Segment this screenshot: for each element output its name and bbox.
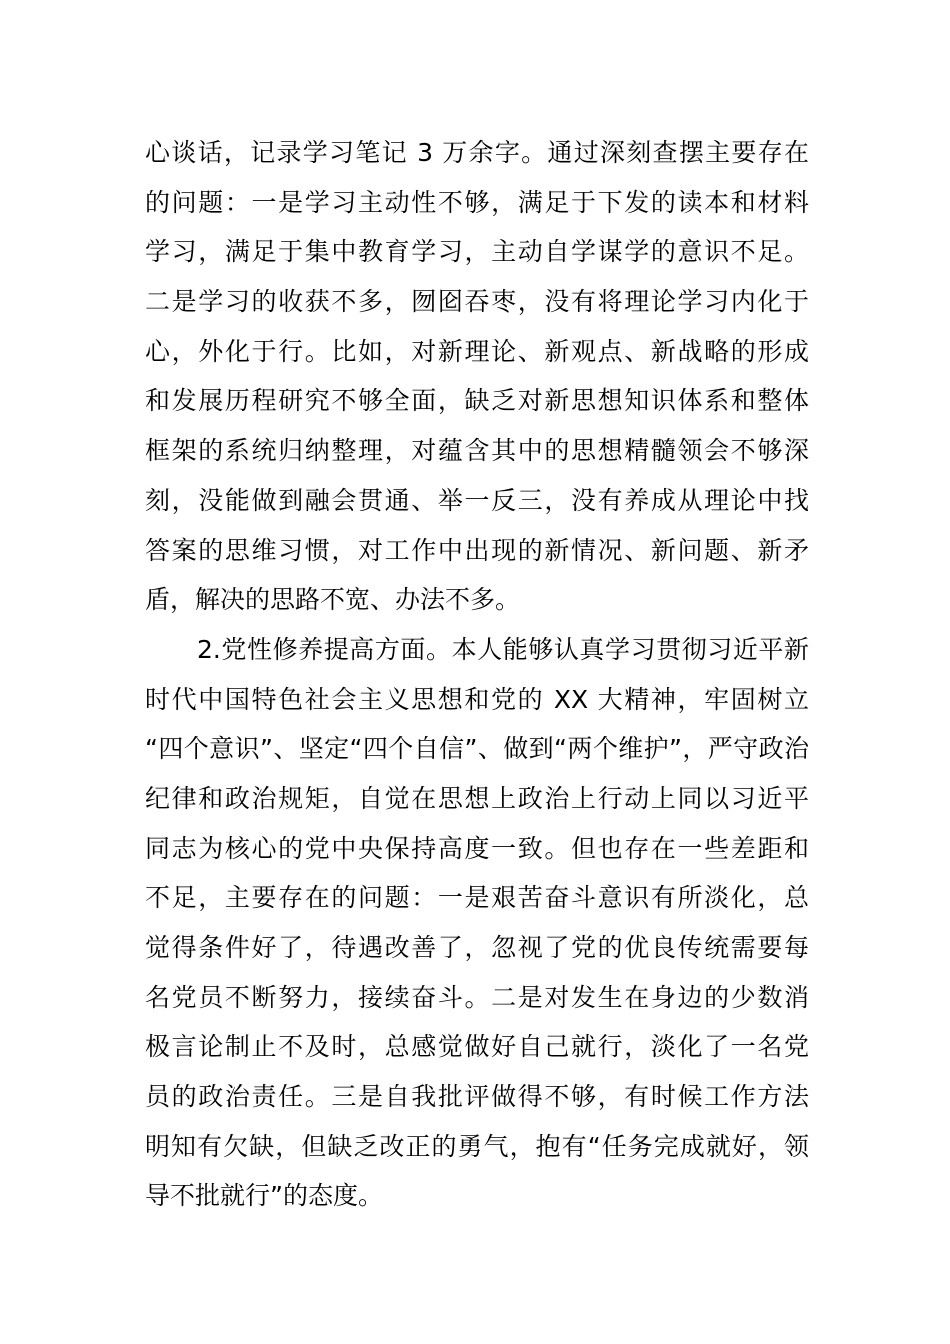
paragraph-party-spirit xyxy=(145,625,809,1221)
text-line: 答案的思维习惯，对工作中出现的新情况、新问题、新矛 xyxy=(145,535,809,565)
text-line: 员的政治责任。三是自我批评做得不够，有时候工作方法 xyxy=(145,1082,809,1112)
paragraph-study-issues xyxy=(145,128,809,625)
text-line: 的问题：一是学习主动性不够，满足于下发的读本和材料 xyxy=(145,187,809,217)
text-line: 极言论制止不及时，总感觉做好自己就行，淡化了一名党 xyxy=(145,1032,809,1062)
text-line: 盾，解决的思路不宽、办法不多。 xyxy=(145,585,521,615)
text-line: 心谈话，记录学习笔记 3 万余字。通过深刻查摆主要存在 xyxy=(145,138,809,167)
text-line: 明知有欠缺，但缺乏改正的勇气，抱有“任务完成就好，领 xyxy=(145,1131,809,1161)
text-line: 同志为核心的党中央保持高度一致。但也存在一些差距和 xyxy=(145,833,809,863)
text-line: 导不批就行”的态度。 xyxy=(145,1181,383,1211)
document-page xyxy=(145,128,809,1221)
text-line: 刻，没能做到融会贯通、举一反三，没有养成从理论中找 xyxy=(145,485,809,515)
text-line: 框架的系统归纳整理，对蕴含其中的思想精髓领会不够深 xyxy=(145,436,809,466)
text-line: 2.党性修养提高方面。本人能够认真学习贯彻习近平新 xyxy=(197,634,809,664)
text-line: 和发展历程研究不够全面，缺乏对新思想知识体系和整体 xyxy=(145,386,809,416)
text-line: “四个意识”、坚定“四个自信”、做到“两个维护”，严守政治 xyxy=(145,734,809,764)
text-line: 学习，满足于集中教育学习，主动自学谋学的意识不足。 xyxy=(145,237,809,267)
text-line: 时代中国特色社会主义思想和党的 XX 大精神，牢固树立 xyxy=(145,684,809,714)
text-line: 二是学习的收获不多，囫囵吞枣，没有将理论学习内化于 xyxy=(145,287,809,317)
text-line: 名党员不断努力，接续奋斗。二是对发生在身边的少数消 xyxy=(145,982,809,1012)
text-line: 纪律和政治规矩，自觉在思想上政治上行动上同以习近平 xyxy=(145,783,809,813)
text-line: 觉得条件好了，待遇改善了，忽视了党的优良传统需要每 xyxy=(145,933,809,962)
text-line: 心，外化于行。比如，对新理论、新观点、新战略的形成 xyxy=(145,336,809,366)
text-line: 不足，主要存在的问题：一是艰苦奋斗意识有所淡化，总 xyxy=(145,883,809,913)
